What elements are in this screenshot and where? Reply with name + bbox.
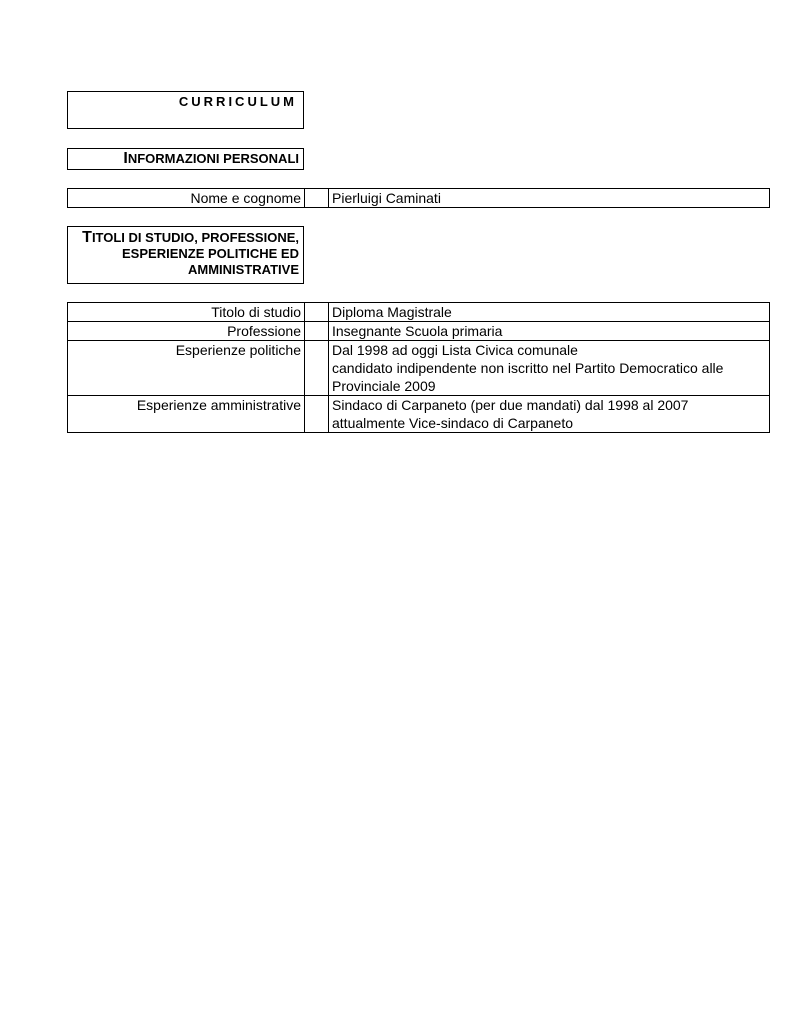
row-label: Esperienze amministrative [68,396,305,433]
table-row [68,396,770,433]
section-heading-studies-line1 [68,230,299,246]
row-value [329,303,770,322]
section-heading-studies-initial: T [82,229,92,246]
row-label: Titolo di studio [68,303,305,322]
row-value-line: Diploma Magistrale [332,304,452,320]
row-value-line: candidato indipendente non iscritto nel Partito Democratico alle [332,360,724,376]
section-heading-studies-line1-rest: ITOLI DI STUDIO, PROFESSIONE, [91,230,299,245]
row-label: Nome e cognome [68,189,305,208]
row-spacer [305,341,329,396]
row-spacer [305,322,329,341]
section-heading-studies-line2: ESPERIENZE POLITICHE ED [122,246,299,261]
row-value-line: Sindaco di Carpaneto (per due mandati) dal 1998 al 2007 [332,397,689,413]
row-value [329,396,770,433]
studies-info-table [67,302,770,433]
row-value-line: Provinciale 2009 [332,378,436,394]
row-value-line: attualmente Vice-sindaco di Carpaneto [332,415,574,431]
row-label: Esperienze politiche [68,341,305,396]
row-spacer [305,396,329,433]
curriculum-title-box [67,91,304,129]
section-heading-personal-initial: I [123,150,128,167]
row-value [329,322,770,341]
row-value [329,341,770,396]
row-spacer [305,189,329,208]
table-row [68,189,770,208]
section-heading-personal [67,148,304,170]
table-row [68,341,770,396]
section-heading-studies [67,226,304,284]
row-value-line: Dal 1998 ad oggi Lista Civica comunale [332,342,578,358]
table-row [68,303,770,322]
row-value: Pierluigi Caminati [329,189,770,208]
section-heading-studies-line3: AMMINISTRATIVE [188,262,299,277]
row-spacer [305,303,329,322]
row-label: Professione [68,322,305,341]
section-heading-personal-rest: NFORMAZIONI PERSONALI [127,151,299,166]
curriculum-title: CURRICULUM [178,94,297,109]
personal-info-table [67,188,770,208]
table-row [68,322,770,341]
row-value-line: Insegnante Scuola primaria [332,323,503,339]
